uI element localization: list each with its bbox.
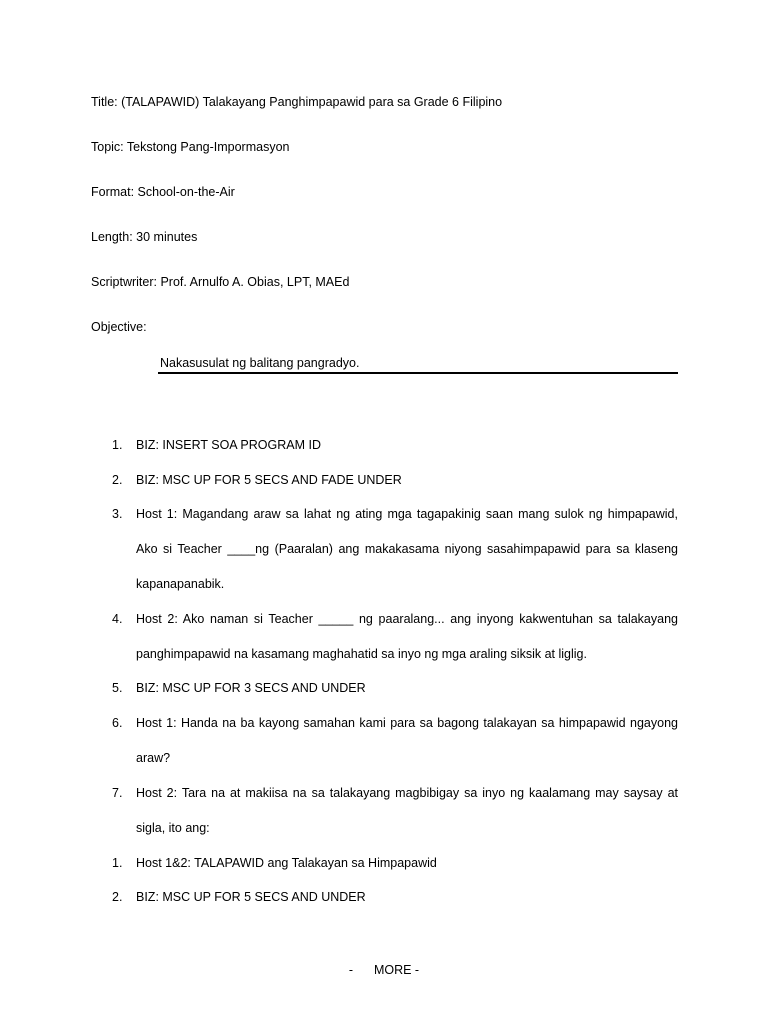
list-item-text: BIZ: INSERT SOA PROGRAM ID	[136, 438, 321, 452]
list-item-number: 4.	[112, 612, 123, 626]
page-footer	[0, 962, 768, 978]
list-item-number: 5.	[112, 681, 123, 695]
list-item-number: 3.	[112, 507, 123, 521]
list-item-number: 6.	[112, 716, 123, 730]
list-item-number: 1.	[112, 438, 123, 452]
list-item-number: 1.	[112, 856, 123, 870]
list-item-text: BIZ: MSC UP FOR 5 SECS AND UNDER	[136, 890, 366, 904]
objective-underline	[158, 372, 678, 374]
footer-dash: -	[348, 963, 354, 977]
list-item-text: Host 2: Ako naman si Teacher _____ ng paaralang... ang inyong kakwentuhan sa talakayang panghimpapawid na kasamang maghahatid sa inyo ng mga araling siksik at liglig.	[136, 611, 678, 661]
list-item-text: Host 1: Magandang araw sa lahat ng ating mga tagapakinig saan mang sulok ng himpapawid, Ako si Teacher ____ng (Paaralan) ang makakasama niyong sasahimpapawid para sa klaseng kapanapanabik.	[136, 506, 678, 591]
topic-line: Topic: Tekstong Pang-Impormasyon	[91, 140, 290, 154]
title-line: Title: (TALAPAWID) Talakayang Panghimpapawid para sa Grade 6 Filipino	[91, 95, 503, 109]
list-item-number: 2.	[112, 890, 123, 904]
objective-label: Objective:	[91, 320, 147, 334]
scriptwriter-line: Scriptwriter: Prof. Arnulfo A. Obias, LPT, MAEd	[91, 275, 350, 289]
list-item-text: Host 2: Tara na at makiisa na sa talakayang magbibigay sa inyo ng kaalamang may saysay at sigla, ito ang:	[136, 785, 678, 835]
list-item-text: Host 1&2: TALAPAWID ang Talakayan sa Himpapawid	[136, 856, 437, 870]
format-line: Format: School-on-the-Air	[91, 185, 235, 199]
list-item-number: 7.	[112, 786, 123, 800]
objective-text: Nakasusulat ng balitang pangradyo.	[160, 356, 360, 370]
length-line: Length: 30 minutes	[91, 230, 198, 244]
list-item-number: 2.	[112, 473, 123, 487]
list-item-text: BIZ: MSC UP FOR 5 SECS AND FADE UNDER	[136, 473, 402, 487]
footer-more: MORE -	[373, 963, 420, 977]
list-item-text: Host 1: Handa na ba kayong samahan kami para sa bagong talakayan sa himpapawid ngayong araw?	[136, 715, 678, 765]
list-item-text: BIZ: MSC UP FOR 3 SECS AND UNDER	[136, 681, 366, 695]
